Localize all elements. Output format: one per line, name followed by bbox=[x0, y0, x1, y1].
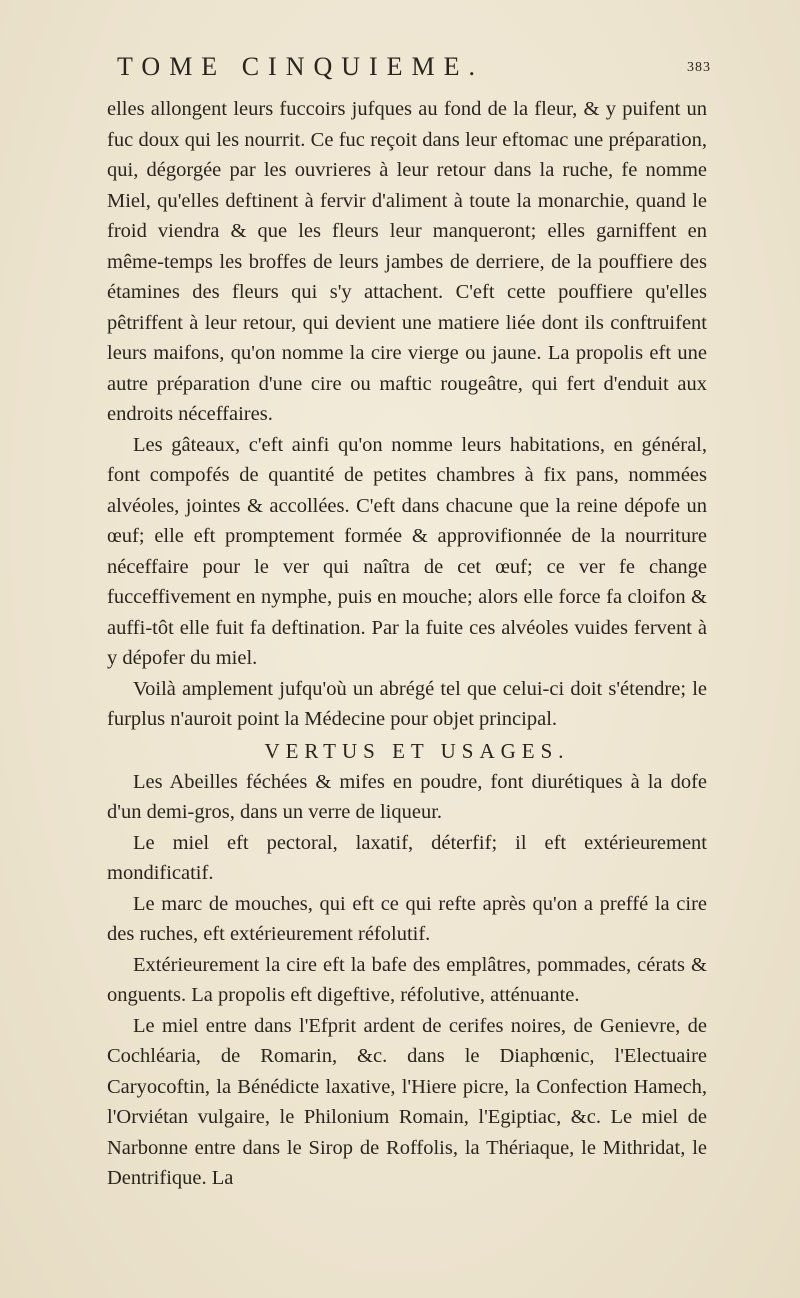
paragraph: elles allongent leurs fuccoirs jufques au fond de la fleur, & y puifent un fuc doux qui les nourrit. Ce fuc reçoit dans leur eftomac une préparation, qui, dégorgée par les ouvrieres à leur retour dans la ruche, fe nomme Miel, qu'elles deftinent à fervir d'aliment à toute la monarchie, quand le froid viendra & que les fleurs leur manqueront; elles garniffent en même-temps les broffes de leurs jambes de derriere, de la pouffiere des étamines des fleurs qui s'y attachent. C'eft cette pouffiere qu'elles pêtriffent à leur retour, qui devient une matiere liée dont ils conftruifent leurs maifons, qu'on nomme la cire vierge ou jaune. La propolis eft une autre préparation d'une cire ou maftic rougeâtre, qui fert d'enduit aux endroits néceffaires. bbox=[107, 98, 707, 425]
paragraph: Le marc de mouches, qui eft ce qui refte après qu'on a preffé la cire des ruches, eft extérieurement réfolutif. bbox=[107, 892, 707, 945]
paragraph: Le miel entre dans l'Efprit ardent de cerifes noires, de Genievre, de Cochléaria, de Romarin, &c. dans le Diaphœnic, l'Electuaire Caryocoftin, la Bénédicte laxative, l'Hiere picre, la Confection Hamech, l'Orviétan vulgaire, le Philonium Romain, l'Egiptiac, &c. Le miel de Narbonne entre dans le Sirop de Roffolis, la Thériaque, le Mithridat, le Dentrifique. La bbox=[107, 1014, 707, 1189]
paragraph: Voilà amplement jufqu'où un abrégé tel que celui-ci doit s'étendre; le furplus n'auroit point la Médecine pour objet principal. bbox=[107, 677, 707, 730]
paragraph: Les Abeilles féchées & mifes en poudre, font diurétiques à la dofe d'un demi-gros, dans un verre de liqueur. bbox=[107, 770, 707, 823]
page-text-block bbox=[107, 50, 711, 1194]
paragraph: Le miel eft pectoral, laxatif, déterfif; il eft extérieurement mondificatif. bbox=[107, 831, 707, 884]
page-number: 383 bbox=[687, 60, 711, 75]
running-title: TOME CINQUIEME. bbox=[117, 52, 485, 81]
page-header bbox=[107, 50, 711, 94]
section-heading: VERTUS ET USAGES. bbox=[264, 738, 570, 763]
paragraph: Extérieurement la cire eft la bafe des emplâtres, pommades, cérats & onguents. La propolis eft digeftive, réfolutive, atténuante. bbox=[107, 953, 707, 1006]
paragraph: Les gâteaux, c'eft ainfi qu'on nomme leurs habitations, en général, font compofés de quantité de petites chambres à fix pans, nommées alvéoles, jointes & accollées. C'eft dans chacune que la reine dépofe un œuf; elle eft promptement formée & approvifionnée de la nourriture néceffaire pour le ver qui naîtra de cet œuf; ce ver fe change fucceffivement en nymphe, puis en mouche; alors elle force fa cloifon & auffi-tôt elle fuit fa deftination. Par la fuite ces alvéoles vuides fervent à y dépofer du miel. bbox=[107, 433, 707, 669]
